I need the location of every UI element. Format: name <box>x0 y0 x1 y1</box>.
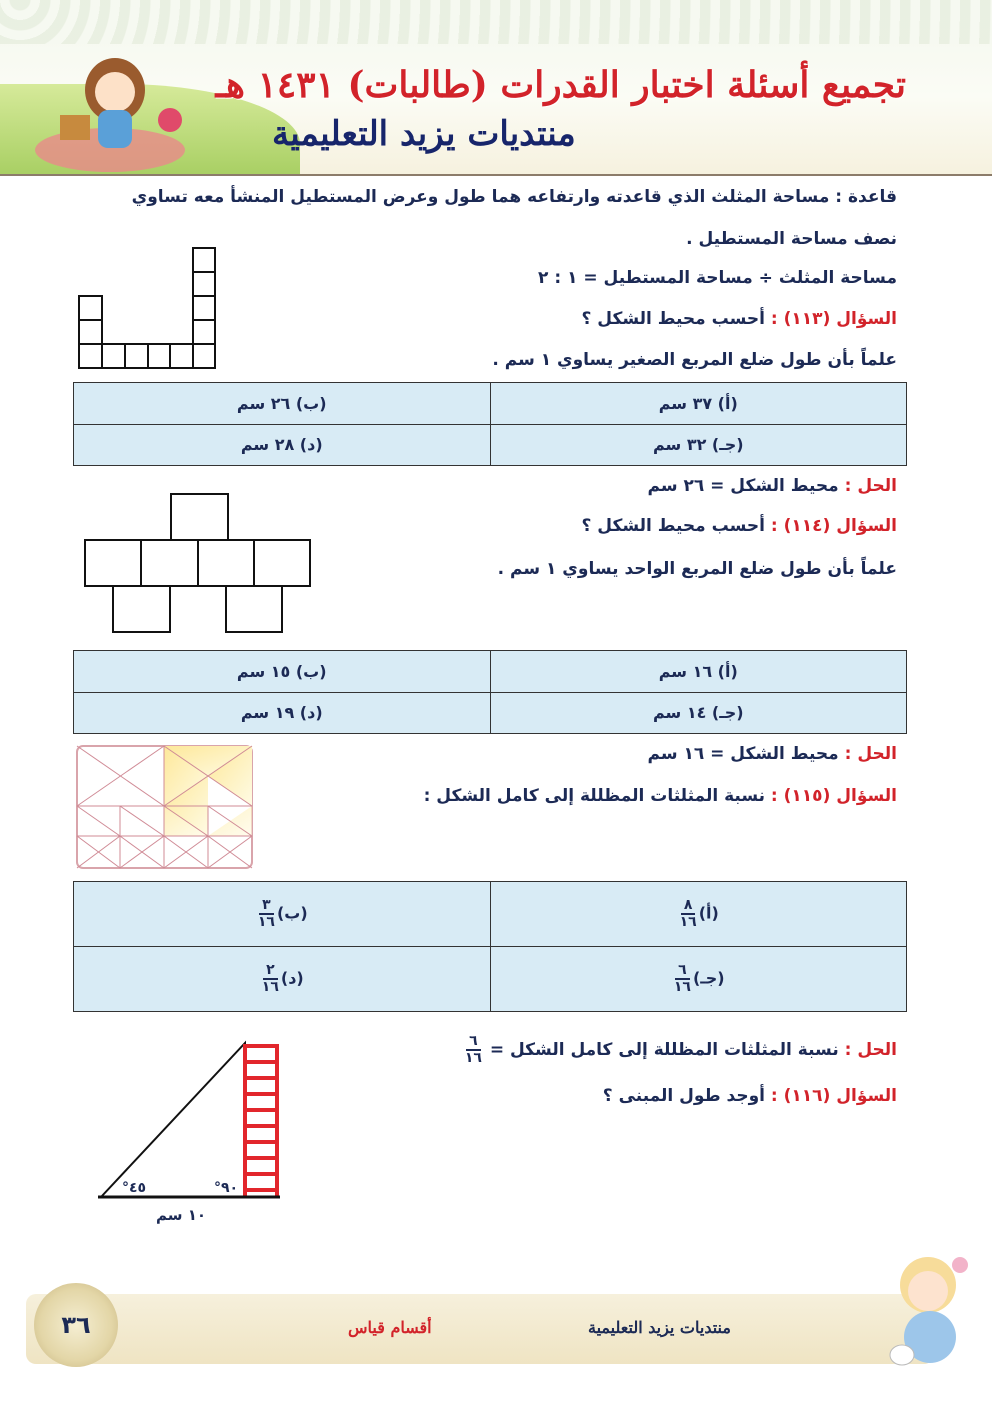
q113-square <box>193 248 215 272</box>
page-footer <box>26 1294 934 1364</box>
girl-picnic-illustration <box>20 30 220 176</box>
q115-option-b-fraction <box>258 898 275 930</box>
q115-triangle-grid-figure <box>75 744 255 870</box>
q116-text: أوجد طول المبنى ؟ <box>602 1086 765 1106</box>
fraction-numerator: ٨ <box>681 898 696 915</box>
q113-square <box>79 296 102 320</box>
q114-option-b[interactable]: (ب) ١٥ سم <box>74 651 491 693</box>
q114-solution <box>647 744 897 764</box>
page-subtitle: منتديات يزيد التعليمية <box>272 114 576 154</box>
q114-square <box>141 540 198 586</box>
q113-note: علماً بأن طول ضلع المربع الصغير يساوي ١ سم . <box>492 350 897 370</box>
q114-text: أحسب محيط الشكل ؟ <box>581 516 765 536</box>
fraction-numerator: ٦ <box>675 963 690 980</box>
q115-option-d-prefix: (د) <box>280 968 304 988</box>
fraction-denominator: ١٦ <box>679 914 697 930</box>
q115-option-d[interactable] <box>74 947 491 1012</box>
q113-square <box>193 344 215 368</box>
q115-solution-fraction <box>465 1034 482 1066</box>
q114-option-c[interactable]: (جـ) ١٤ سم <box>490 692 907 734</box>
q115-option-b[interactable] <box>74 882 491 947</box>
page-header <box>0 0 992 176</box>
header-divider <box>0 174 992 176</box>
q113-label: السؤال (١١٣) : <box>770 309 897 329</box>
q114-question <box>582 516 897 536</box>
rule-line-1: قاعدة : مساحة المثلث الذي قاعدته وارتفاعه هما طول وعرض المستطيل المنشأ معه تساوي <box>131 187 897 207</box>
q115-option-a[interactable] <box>490 882 907 947</box>
base-length-label: ١٠ سم <box>156 1206 207 1224</box>
footer-section: أقسام قياس <box>348 1318 432 1337</box>
angle-90-label: °٩٠ <box>214 1180 239 1196</box>
q113-square <box>125 344 148 368</box>
q115-options-table <box>73 881 907 1012</box>
q114-option-d[interactable]: (د) ١٩ سم <box>74 692 491 734</box>
q113-option-a[interactable]: (أ) ٣٧ سم <box>490 383 907 425</box>
q115-option-d-fraction <box>262 963 279 995</box>
q113-square <box>79 320 102 344</box>
fraction-denominator: ١٦ <box>257 914 275 930</box>
q115-option-c[interactable] <box>490 947 907 1012</box>
ladder-building <box>245 1044 277 1197</box>
q113-square <box>193 272 215 296</box>
q114-options-table <box>73 650 907 734</box>
q113-square <box>170 344 193 368</box>
q113-option-b[interactable]: (ب) ٢٦ سم <box>74 383 491 425</box>
q114-square <box>198 540 254 586</box>
q115-option-c-fraction <box>674 963 691 995</box>
q115-solution-text: نسبة المثلثات المظللة إلى كامل الشكل = <box>489 1040 839 1060</box>
q113-option-c[interactable]: (جـ) ٣٢ سم <box>490 424 907 466</box>
q116-label: السؤال (١١٦) : <box>770 1086 897 1106</box>
q113-square <box>193 320 215 344</box>
angle-45-label: °٤٥ <box>122 1180 147 1196</box>
fraction-numerator: ٣ <box>259 898 274 915</box>
q113-squares-figure <box>75 244 235 374</box>
page-title: تجميع أسئلة اختبار القدرات (طالبات) ١٤٣١ هـ <box>215 64 906 106</box>
fraction-numerator: ٦ <box>466 1034 481 1051</box>
q113-solution-text: محيط الشكل = ٢٦ سم <box>647 476 839 496</box>
q114-label: السؤال (١١٤) : <box>770 516 897 536</box>
q113-square <box>148 344 170 368</box>
q114-solution-label: الحل : <box>844 744 897 764</box>
q113-solution <box>647 476 897 496</box>
q115-option-a-fraction <box>680 898 697 930</box>
q115-option-b-prefix: (ب) <box>276 903 308 923</box>
q116-building-figure <box>98 1040 298 1240</box>
fraction-denominator: ١٦ <box>261 979 279 995</box>
q114-square <box>85 540 141 586</box>
q113-square <box>102 344 125 368</box>
right-triangle <box>101 1043 245 1197</box>
rule-line-2: نصف مساحة المستطيل . <box>686 229 897 249</box>
q113-solution-label: الحل : <box>844 476 897 496</box>
q115-solution-label: الحل : <box>844 1040 897 1060</box>
q115-option-a-prefix: (أ) <box>698 903 719 923</box>
q114-square <box>113 586 170 632</box>
q114-note: علماً بأن طول ضلع المربع الواحد يساوي ١ سم . <box>497 559 897 579</box>
q113-question <box>582 309 897 329</box>
fraction-denominator: ١٦ <box>464 1050 482 1066</box>
q114-square <box>254 540 310 586</box>
q115-solution <box>463 1034 897 1066</box>
footer-site-name: منتديات يزيد التعليمية <box>588 1318 731 1337</box>
q115-option-c-prefix: (جـ) <box>692 968 725 988</box>
q115-label: السؤال (١١٥) : <box>770 786 897 806</box>
q113-options-table <box>73 382 907 466</box>
q115-text: نسبة المثلثات المظللة إلى كامل الشكل : <box>423 786 765 806</box>
q114-solution-text: محيط الشكل = ١٦ سم <box>647 744 839 764</box>
page-number: ٣٦ <box>34 1283 118 1367</box>
q114-squares-figure <box>80 490 320 640</box>
q114-square <box>226 586 282 632</box>
q113-square <box>79 344 102 368</box>
rule-line-3: مساحة المثلث ÷ مساحة المستطيل = ١ : ٢ <box>538 268 897 288</box>
fraction-denominator: ١٦ <box>673 979 691 995</box>
q114-square <box>171 494 228 540</box>
q115-question <box>424 786 897 806</box>
baby-illustration <box>880 1245 980 1375</box>
q113-square <box>193 296 215 320</box>
q114-option-a[interactable]: (أ) ١٦ سم <box>490 651 907 693</box>
q113-option-d[interactable]: (د) ٢٨ سم <box>74 424 491 466</box>
fraction-numerator: ٢ <box>263 963 278 980</box>
q113-text: أحسب محيط الشكل ؟ <box>581 309 765 329</box>
q116-question <box>603 1086 897 1106</box>
